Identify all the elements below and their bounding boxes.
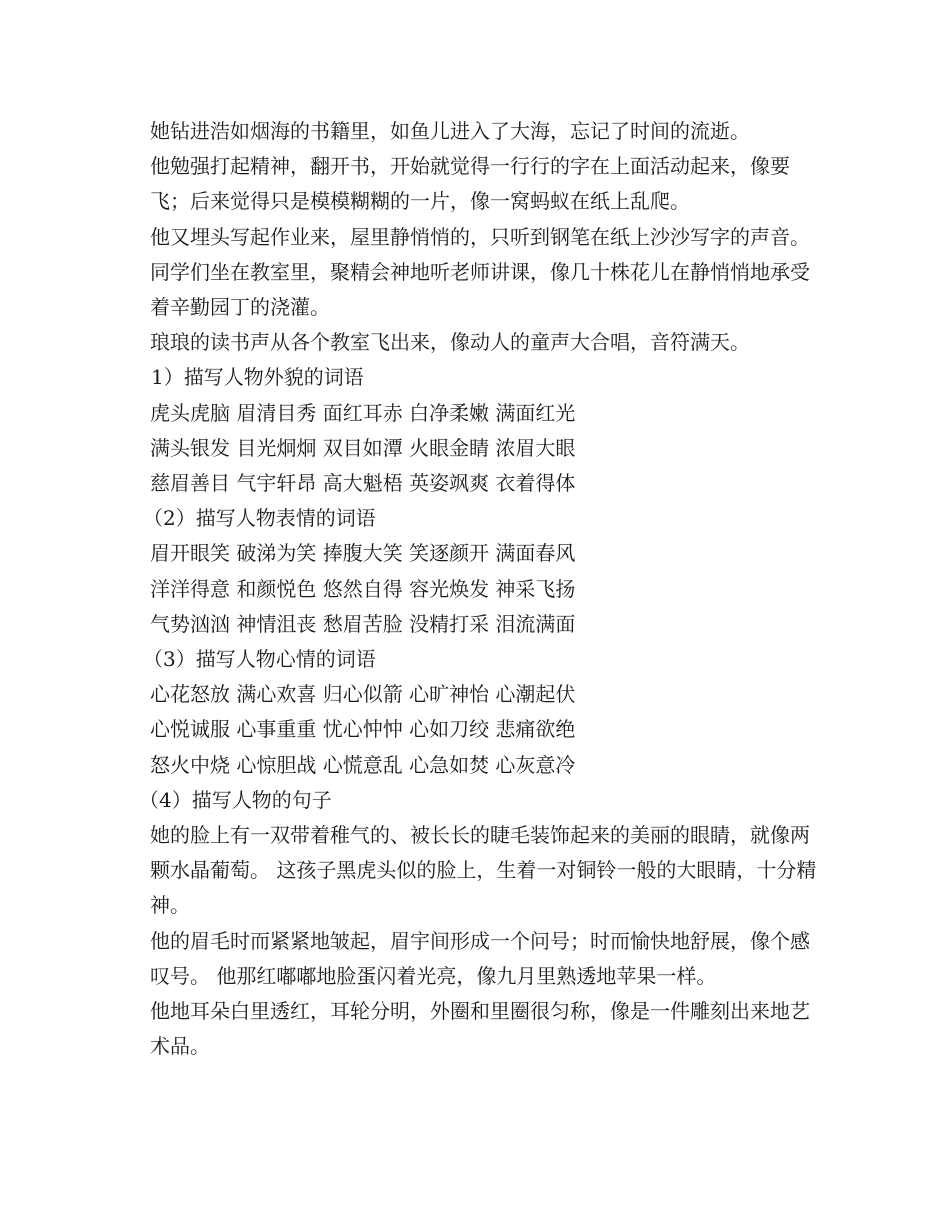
paragraph: 他的眉毛时而紧紧地皱起，眉宇间形成一个问号；时而愉快地舒展，像个感叹号。 他那红嘟嘟地脸蛋闪着光亮，像九月里熟透地苹果一样。: [150, 928, 810, 988]
section-heading-sentences: （4）描写人物的句子: [139, 787, 332, 812]
word-list-line: 心花怒放 满心欢喜 归心似箭 心旷神怡 心潮起伏: [150, 682, 576, 707]
word-list-line: 慈眉善目 气宇轩昂 高大魁梧 英姿飒爽 衣着得体: [150, 471, 576, 496]
word-list-line: 洋洋得意 和颜悦色 悠然自得 容光焕发 神采飞扬: [150, 576, 576, 601]
word-list-line: 怒火中烧 心惊胆战 心慌意乱 心急如焚 心灰意冷: [150, 752, 576, 777]
section-heading-mood: （3）描写人物心情的词语: [143, 647, 376, 672]
paragraph: 琅琅的读书声从各个教室飞出来，像动人的童声大合唱，音符满天。: [150, 330, 750, 355]
paragraph: 她钻进浩如烟海的书籍里，如鱼儿进入了大海，忘记了时间的流逝。: [150, 119, 750, 143]
word-list-line: 气势汹汹 神情沮丧 愁眉苦脸 没精打采 泪流满面: [150, 611, 576, 636]
paragraph: 同学们坐在教室里，聚精会神地听老师讲课，像几十株花儿在静悄悄地承受着辛勤园丁的浇灌。: [150, 259, 810, 320]
paragraph: 她的脸上有一双带着稚气的、被长长的睫毛装饰起来的美丽的眼睛，就像两颗水晶葡萄。 这孩子黑虎头似的脸上，生着一对铜铃一般的大眼睛，十分精神。: [150, 823, 817, 918]
word-list-line: 满头银发 目光炯炯 双目如潭 火眼金睛 浓眉大眼: [150, 435, 576, 460]
document-body: [139, 114, 819, 1064]
paragraph: 他地耳朵白里透红，耳轮分明，外圈和里圈很匀称，像是一件雕刻出来地艺术品。: [150, 999, 810, 1059]
paragraph: 他又埋头写起作业来，屋里静悄悄的，只听到钢笔在纸上沙沙写字的声音。: [150, 224, 810, 249]
section-heading-appearance: 1）描写人物外貌的词语: [151, 365, 364, 390]
paragraph: 他勉强打起精神，翻开书，开始就觉得一行行的字在上面活动起来，像要飞；后来觉得只是模模糊糊的一片，像一窝蚂蚁在纸上乱爬。: [150, 154, 790, 214]
word-list-line: 眉开眼笑 破涕为笑 捧腹大笑 笑逐颜开 满面春风: [150, 541, 576, 566]
word-list-line: 心悦诚服 心事重重 忧心忡忡 心如刀绞 悲痛欲绝: [150, 717, 576, 742]
section-heading-expression: （2）描写人物表情的词语: [143, 506, 376, 531]
word-list-line: 虎头虎脑 眉清目秀 面红耳赤 白净柔嫩 满面红光: [150, 400, 576, 425]
